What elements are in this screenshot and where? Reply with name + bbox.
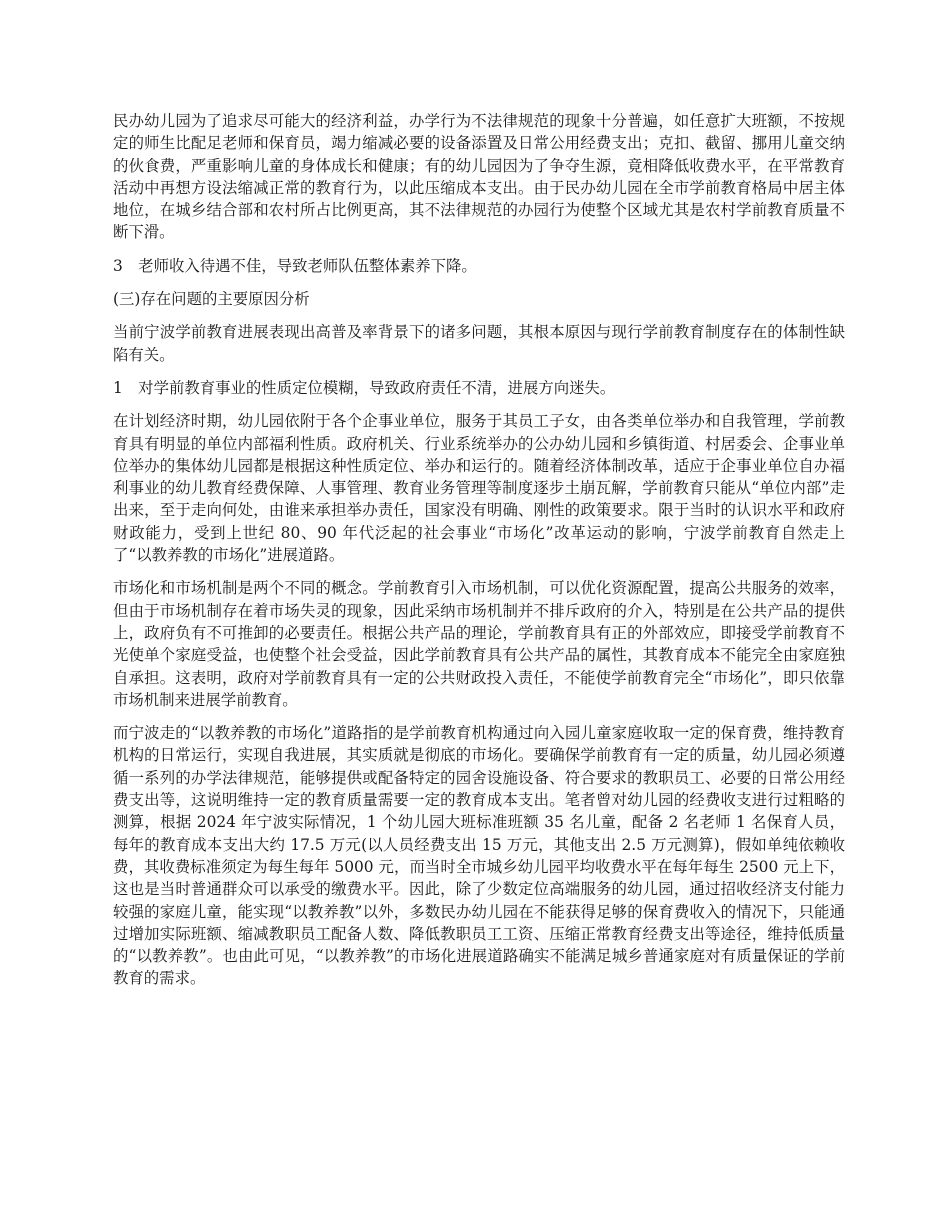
item-3-teacher-income: 3 老师收入待遇不佳，导致老师队伍整体素养下降。 bbox=[113, 256, 477, 275]
paragraph-ningbo-marketization: 而宁波走的“以教养教的市场化”道路指的是学前教育机构通过向入园儿童家庭收取一定的保育费，维持教育机构的日常运行，实现自我进展，其实质就是彻底的市场化。要确保学前教育有一定的质量，幼儿园必须遵循一系列的办学法律规范，能够提供或配备特定的园舍设施设备、符合要求的教职员工、必要的日常公用经费支出等，这说明维持一定的教育质量需要一定的教育成本支出。笔者曾对幼儿园的经费收支进行过粗略的测算，根据 2024 年宁波实际情况，1 个幼儿园大班标准班额 35 名儿童，配备 2 名老师 1 名保育人员，每年的教育成本支出大约 17.5 万元(以人员经费支出 15 万元，其他支出 2.5 万元测算)，假如单纯依赖收费，其收费标准须定为每生每年 5000 元，而当时全市城乡幼儿园平均收费水平在每年每生 2500 元上下，这也是当时普通群众可以承受的缴费水平。因此，除了少数定位高端服务的幼儿园，通过招收经济支付能力较强的家庭儿童，能实现“以教养教”以外，多数民办幼儿园在不能获得足够的保育费收入的情况下，只能通过增加实际班额、缩减教职员工配备人数、降低教职员工工资、压缩正常教育经费支出等途径，维持低质量的“以教养教”。也由此可见，“以教养教”的市场化进展道路确实不能满足城乡普通家庭对有质量保证的学前教育的需求。 bbox=[113, 724, 845, 988]
section-heading-cause-analysis: (三)存在问题的主要原因分析 bbox=[113, 290, 310, 309]
paragraph-root-cause: 当前宁波学前教育进展表现出高普及率背景下的诸多问题，其根本原因与现行学前教育制度存在的体制性缺陷有关。 bbox=[113, 323, 845, 364]
document-body bbox=[113, 110, 845, 1001]
paragraph-planned-economy: 在计划经济时期，幼儿园依附于各个企事业单位，服务于其员工子女，由各类单位举办和自我管理，学前教育具有明显的单位内部福利性质。政府机关、行业系统举办的公办幼儿园和乡镇街道、村居委会、企事业单位举办的集体幼儿园都是根据这种性质定位、举办和运行的。随着经济体制改革，适应于企事业单位自办福利事业的幼儿教育经费保障、人事管理、教育业务管理等制度逐步土崩瓦解，学前教育只能从“单位内部”走出来，至于走向何处，由谁来承担举办责任，国家没有明确、刚性的政策要求。限于当时的认识水平和政府财政能力，受到上世纪 80、90 年代泛起的社会事业“市场化”改革运动的影响，宁波学前教育自然走上了“以教养教的市场化”进展道路。 bbox=[113, 412, 845, 565]
paragraph-private-kindergarten-issues: 民办幼儿园为了追求尽可能大的经济利益，办学行为不法律规范的现象十分普遍，如任意扩大班额，不按规定的师生比配足老师和保育员，竭力缩减必要的设备添置及日常公用经费支出；克扣、截留、挪用儿童交纳的伙食费，严重影响儿童的身体成长和健康；有的幼儿园因为了争夺生源，竟相降低收费水平，在平常教育活动中再想方设法缩减正常的教育行为，以此压缩成本支出。由于民办幼儿园在全市学前教育格局中居主体地位，在城乡结合部和农村所占比例更高，其不法律规范的办园行为使整个区域尤其是农村学前教育质量不断下滑。 bbox=[113, 112, 845, 242]
paragraph-market-mechanism: 市场化和市场机制是两个不同的概念。学前教育引入市场机制，可以优化资源配置，提高公共服务的效率，但由于市场机制存在着市场失灵的现象，因此采纳市场机制并不排斥政府的介入，特别是在公共产品的提供上，政府负有不可推卸的必要责任。根据公共产品的理论，学前教育具有正的外部效应，即接受学前教育不光使单个家庭受益，也使整个社会受益，因此学前教育具有公共产品的属性，其教育成本不能完全由家庭独自承担。这表明，政府对学前教育具有一定的公共财政投入责任，不能使学前教育完全“市场化”，即只依靠市场机制来进展学前教育。 bbox=[113, 579, 845, 709]
item-1-nature-positioning: 1 对学前教育事业的性质定位模糊，导致政府责任不清，进展方向迷失。 bbox=[113, 378, 616, 397]
